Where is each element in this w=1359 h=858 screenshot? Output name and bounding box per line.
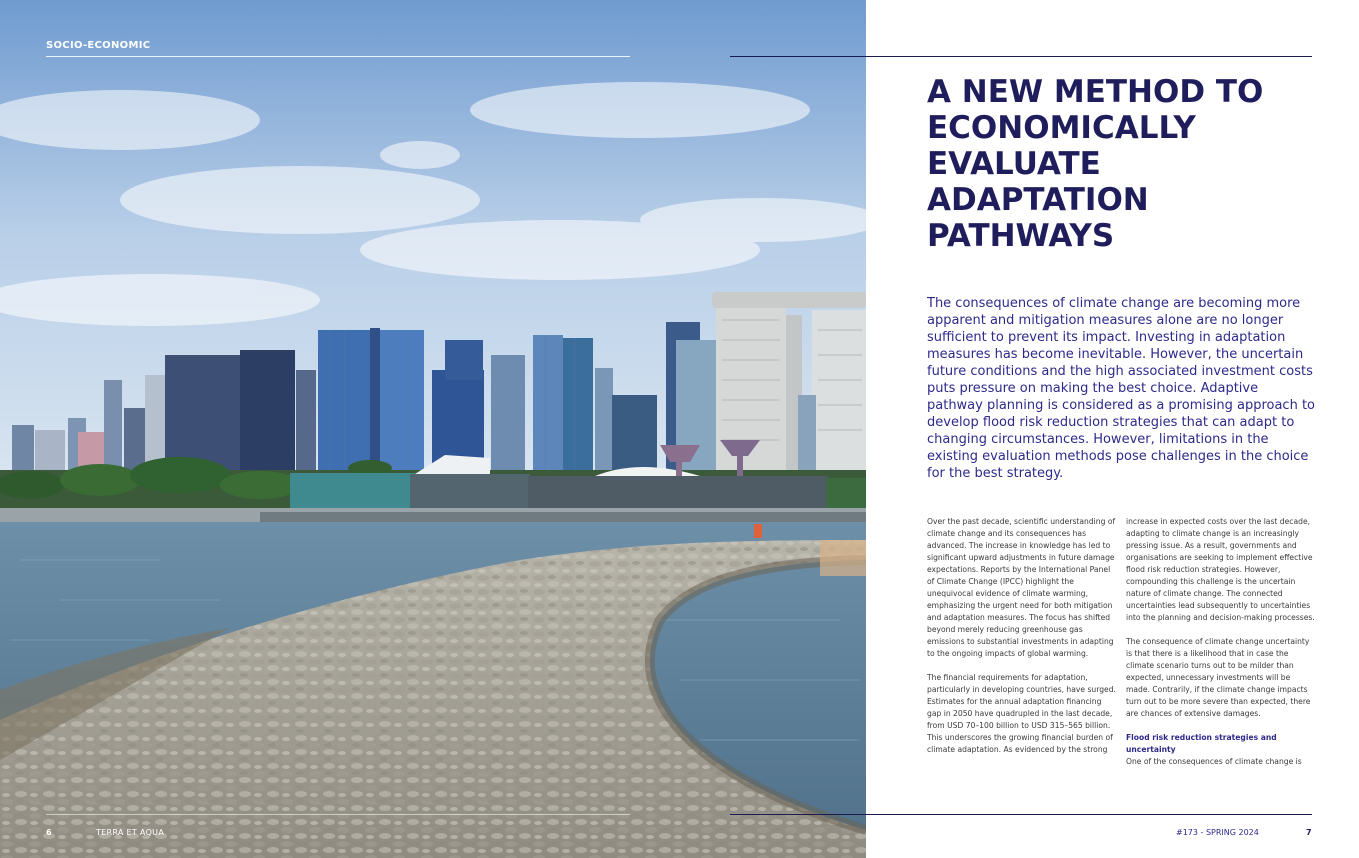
body-paragraph: increase in expected costs over the last decade, adapting to climate change is an increasingly pressing issue. As a result, governments and organisations are seeking to implement effective flood risk reduction strategies. However, compounding this challenge is the uncertain nature of climate change. The connected uncertainties lead subsequently to uncertainties into the planning and decision-making processes. (1126, 517, 1315, 622)
body-column-1 (927, 516, 1117, 768)
right-page-number: 7 (1306, 828, 1312, 837)
header-rule-left (46, 56, 630, 57)
marker-buoy (754, 524, 762, 538)
article-intro: The consequences of climate change are becoming more apparent and mitigation measures alone are no longer sufficient to prevent its impact. Investing in adaptation measures has become inevitable. However, the uncertain future conditions and the high associated investment costs puts pressure on making the best choice. Adaptive pathway planning is considered as a promising approach to develop flood risk reduction strategies that can adapt to changing circumstances. However, limitations in the existing evaluation methods pose challenges in the choice for the best strategy. (927, 296, 1315, 481)
section-label: SOCIO-ECONOMIC (46, 40, 151, 51)
footer-rule-left (46, 814, 630, 815)
header-rule-right (730, 56, 1312, 57)
body-paragraph: The consequence of climate change uncertainty is that there is a likelihood that in case the climate scenario turns out to be milder than expected, unnecessary investments will be made. Contrarily, if the climate change impacts turn out to be more severe than expected, there are chances of extensive damages. (1126, 637, 1311, 718)
body-paragraph: The financial requirements for adaptation, particularly in developing countries, have surged. Estimates for the annual adaptation financing gap in 2050 have quadrupled in the last decade, from USD 70–100 billion to USD 315–565 billion. This underscores the growing financial burden of climate adaptation. As evidenced by the strong (927, 673, 1116, 754)
magazine-name: TERRA ET AQUA (96, 828, 165, 837)
body-column-2 (1126, 516, 1316, 780)
issue-label: #173 - SPRING 2024 (1176, 828, 1259, 837)
section-subheading: Flood risk reduction strategies and uncertainty (1126, 733, 1277, 754)
footer-rule-right (730, 814, 1312, 815)
article-title: A NEW METHOD TO ECONOMICALLY EVALUATE ADAPTATION PATHWAYS (927, 74, 1264, 254)
left-page-number: 6 (46, 828, 52, 837)
body-paragraph: Over the past decade, scientific understanding of climate change and its consequences has advanced. The increase in knowledge has led to significant upward adjustments in future damage expectations. Reports by the International Panel of Climate Change (IPCC) highlight the unequivocal evidence of climate warming, emphasizing the urgent need for both mitigation and adaptation measures. The focus has shifted beyond merely reducing greenhouse gas emissions to substantial investments in adapting to the ongoing impacts of global warming. (927, 517, 1116, 658)
body-paragraph: One of the consequences of climate change is (1126, 757, 1302, 766)
